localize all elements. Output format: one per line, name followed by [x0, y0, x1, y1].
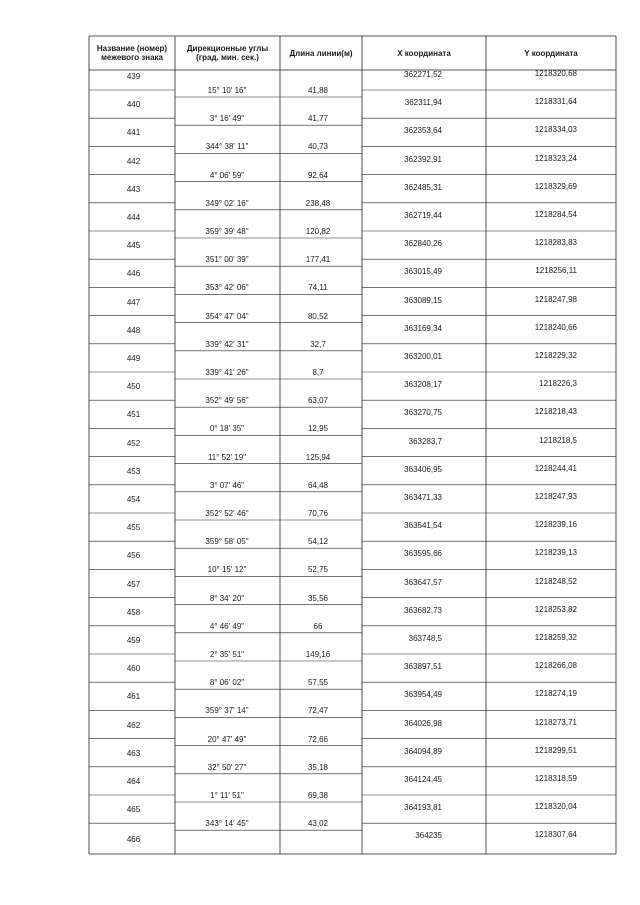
- x-coordinate: 363748,5: [408, 634, 442, 643]
- point-name: 443: [126, 184, 141, 194]
- direction-angle: 351° 00' 39": [205, 255, 249, 265]
- y-coordinate: 1218266,08: [534, 661, 577, 671]
- y-coordinate: 1218334,03: [534, 125, 577, 135]
- point-name: 447: [126, 297, 141, 307]
- direction-angle: 32° 50' 27": [207, 762, 247, 772]
- point-name: 466: [126, 835, 141, 845]
- y-coordinate: 1218299,51: [534, 745, 577, 755]
- point-name: 446: [126, 269, 141, 279]
- line-length: 41,77: [307, 114, 329, 124]
- point-name: 451: [126, 410, 141, 420]
- point-name: 465: [126, 805, 141, 815]
- y-coordinate: 1218320,04: [534, 802, 577, 812]
- direction-angle: 15° 10' 16": [207, 86, 247, 95]
- x-coordinate: 362485,31: [404, 182, 442, 192]
- direction-angle: 8° 06' 02": [209, 678, 245, 688]
- x-coordinate: 362271,52: [404, 70, 442, 79]
- header-x: X координата: [397, 48, 451, 58]
- line-length: 32,7: [310, 339, 326, 349]
- direction-angle: 10° 15' 12": [207, 565, 247, 575]
- point-name: 457: [126, 579, 141, 589]
- line-length: 57,55: [307, 678, 329, 688]
- direction-angle: 354° 47' 04": [205, 311, 249, 321]
- point-name: 453: [126, 466, 141, 476]
- direction-angle: 11° 52' 19": [207, 452, 247, 462]
- x-coordinate: 363270,75: [404, 408, 442, 418]
- point-name: 449: [126, 354, 141, 363]
- point-name: 439: [126, 72, 141, 81]
- direction-angle: 352° 52' 46": [205, 509, 249, 518]
- x-coordinate: 363647,57: [404, 577, 442, 587]
- header-length: Длина линии(м): [289, 48, 353, 58]
- point-name: 459: [126, 636, 141, 645]
- x-coordinate: 362719,44: [404, 211, 442, 220]
- line-length: 64,48: [307, 480, 329, 490]
- x-coordinate: 363089,15: [404, 295, 442, 305]
- line-length: 41,88: [307, 86, 329, 95]
- line-length: 120,82: [305, 227, 331, 236]
- x-coordinate: 362353,64: [404, 126, 442, 136]
- line-length: 177,41: [305, 255, 331, 265]
- line-length: 12,95: [307, 424, 329, 434]
- direction-angle: 3° 07' 46": [209, 480, 245, 490]
- x-coordinate: 363015,49: [404, 267, 442, 277]
- header-y: Y координата: [524, 48, 578, 58]
- direction-angle: 4° 46' 49": [209, 621, 245, 631]
- point-name: 441: [126, 128, 141, 138]
- y-coordinate: 1218226,3: [539, 379, 577, 389]
- direction-angle: 349° 02' 16": [205, 198, 249, 208]
- y-coordinate: 1218273,71: [534, 717, 577, 727]
- x-coordinate: 363406,95: [404, 464, 442, 474]
- x-coordinate: 363897,51: [404, 662, 442, 672]
- point-name: 444: [126, 213, 141, 222]
- point-name: 455: [126, 523, 141, 533]
- point-name: 461: [126, 692, 141, 702]
- y-coordinate: 1218239,16: [534, 520, 577, 530]
- line-length: 80,52: [307, 311, 329, 321]
- direction-angle: 359° 37' 14": [205, 706, 249, 716]
- y-coordinate: 1218240,66: [534, 322, 577, 332]
- direction-angle: 343° 14' 45": [205, 819, 249, 829]
- point-name: 464: [126, 777, 141, 786]
- y-coordinate: 1218329,69: [534, 181, 577, 191]
- line-length: 63,07: [307, 396, 329, 406]
- direction-angle: 359° 39' 48": [205, 227, 249, 236]
- point-name: 440: [126, 100, 141, 110]
- point-name: 445: [126, 241, 141, 251]
- x-coordinate: 362840,26: [404, 239, 442, 249]
- y-coordinate: 1218229,32: [534, 351, 577, 360]
- x-coordinate: 363954,49: [404, 690, 442, 700]
- point-name: 456: [126, 551, 141, 561]
- x-coordinate: 363208,17: [404, 380, 442, 390]
- x-coordinate: 363283,7: [408, 436, 442, 446]
- x-coordinate: 364124,45: [404, 775, 442, 784]
- y-coordinate: 1218283,83: [534, 238, 577, 248]
- y-coordinate: 1218218,43: [534, 407, 577, 417]
- y-coordinate: 1218239,13: [534, 548, 577, 558]
- header-name: Название (номер) межевого знака: [96, 44, 168, 62]
- point-name: 458: [126, 607, 141, 617]
- point-name: 452: [126, 438, 141, 448]
- point-name: 454: [126, 495, 141, 504]
- direction-angle: 344° 38' 11": [205, 142, 249, 152]
- line-length: 92,64: [307, 170, 329, 180]
- x-coordinate: 363200,01: [404, 352, 442, 361]
- line-length: 70,76: [307, 509, 329, 518]
- y-coordinate: 1218259,32: [534, 633, 577, 642]
- line-length: 54,12: [307, 537, 329, 547]
- direction-angle: 20° 47' 49": [207, 734, 247, 744]
- y-coordinate: 1218248,52: [534, 576, 577, 586]
- x-coordinate: 363682,73: [404, 605, 442, 615]
- line-length: 238,48: [305, 198, 331, 208]
- y-coordinate: 1218253,82: [534, 604, 577, 614]
- x-coordinate: 364094,89: [404, 746, 442, 756]
- y-coordinate: 1218284,54: [534, 210, 577, 219]
- line-length: 72,66: [307, 734, 329, 744]
- x-coordinate: 362392,91: [404, 154, 442, 164]
- point-name: 442: [126, 156, 141, 166]
- point-name: 448: [126, 325, 141, 335]
- line-length: 69,38: [307, 791, 329, 800]
- line-length: 40,73: [307, 142, 329, 152]
- y-coordinate: 1218247,93: [534, 492, 577, 501]
- direction-angle: 0° 18' 35": [209, 424, 245, 434]
- x-coordinate: 363471,33: [404, 493, 442, 502]
- direction-angle: 1° 11' 51": [210, 791, 244, 800]
- line-length: 8,7: [312, 368, 324, 377]
- line-length: 72,47: [307, 706, 329, 716]
- x-coordinate: 364235: [415, 831, 442, 841]
- direction-angle: 353° 42' 06": [205, 283, 249, 293]
- x-coordinate: 364026,98: [404, 718, 442, 728]
- direction-angle: 2° 35' 51": [209, 650, 245, 659]
- x-coordinate: 362311,94: [404, 98, 442, 108]
- x-coordinate: 364193,81: [404, 803, 442, 813]
- x-coordinate: 363541,54: [404, 521, 442, 531]
- line-length: 66: [313, 621, 323, 631]
- y-coordinate: 1218320,68: [534, 69, 577, 78]
- header-angle: Дирекционные углы (град. мин. сек.): [186, 44, 269, 62]
- line-length: 125,94: [305, 452, 331, 462]
- y-coordinate: 1218247,98: [534, 294, 577, 304]
- y-coordinate: 1218331,64: [534, 97, 577, 107]
- direction-angle: 359° 58' 05": [205, 537, 249, 547]
- point-name: 462: [126, 720, 141, 730]
- y-coordinate: 1218323,24: [534, 153, 577, 163]
- line-length: 74,11: [308, 283, 328, 293]
- direction-angle: 339° 41' 26": [205, 368, 249, 377]
- direction-angle: 8° 34' 20": [209, 593, 245, 603]
- y-coordinate: 1218256,11: [535, 266, 577, 276]
- line-length: 35,18: [307, 762, 329, 772]
- point-name: 460: [126, 664, 141, 674]
- x-coordinate: 363169,34: [404, 323, 442, 333]
- y-coordinate: 1218274,19: [534, 689, 577, 699]
- point-name: 450: [126, 382, 141, 392]
- y-coordinate: 1218244,41: [534, 463, 577, 473]
- point-name: 463: [126, 748, 141, 758]
- direction-angle: 3° 16' 49": [209, 114, 245, 124]
- x-coordinate: 363595,66: [404, 549, 442, 559]
- y-coordinate: 1218318,59: [534, 774, 577, 783]
- direction-angle: 4° 06' 59": [209, 170, 245, 180]
- line-length: 43,02: [307, 819, 329, 829]
- y-coordinate: 1218218,5: [539, 435, 577, 445]
- line-length: 52,75: [307, 565, 329, 575]
- y-coordinate: 1218307,64: [534, 830, 577, 840]
- line-length: 149,16: [305, 650, 331, 659]
- direction-angle: 339° 42' 31": [205, 339, 249, 349]
- line-length: 35,56: [307, 593, 329, 603]
- direction-angle: 352° 49' 56": [205, 396, 249, 406]
